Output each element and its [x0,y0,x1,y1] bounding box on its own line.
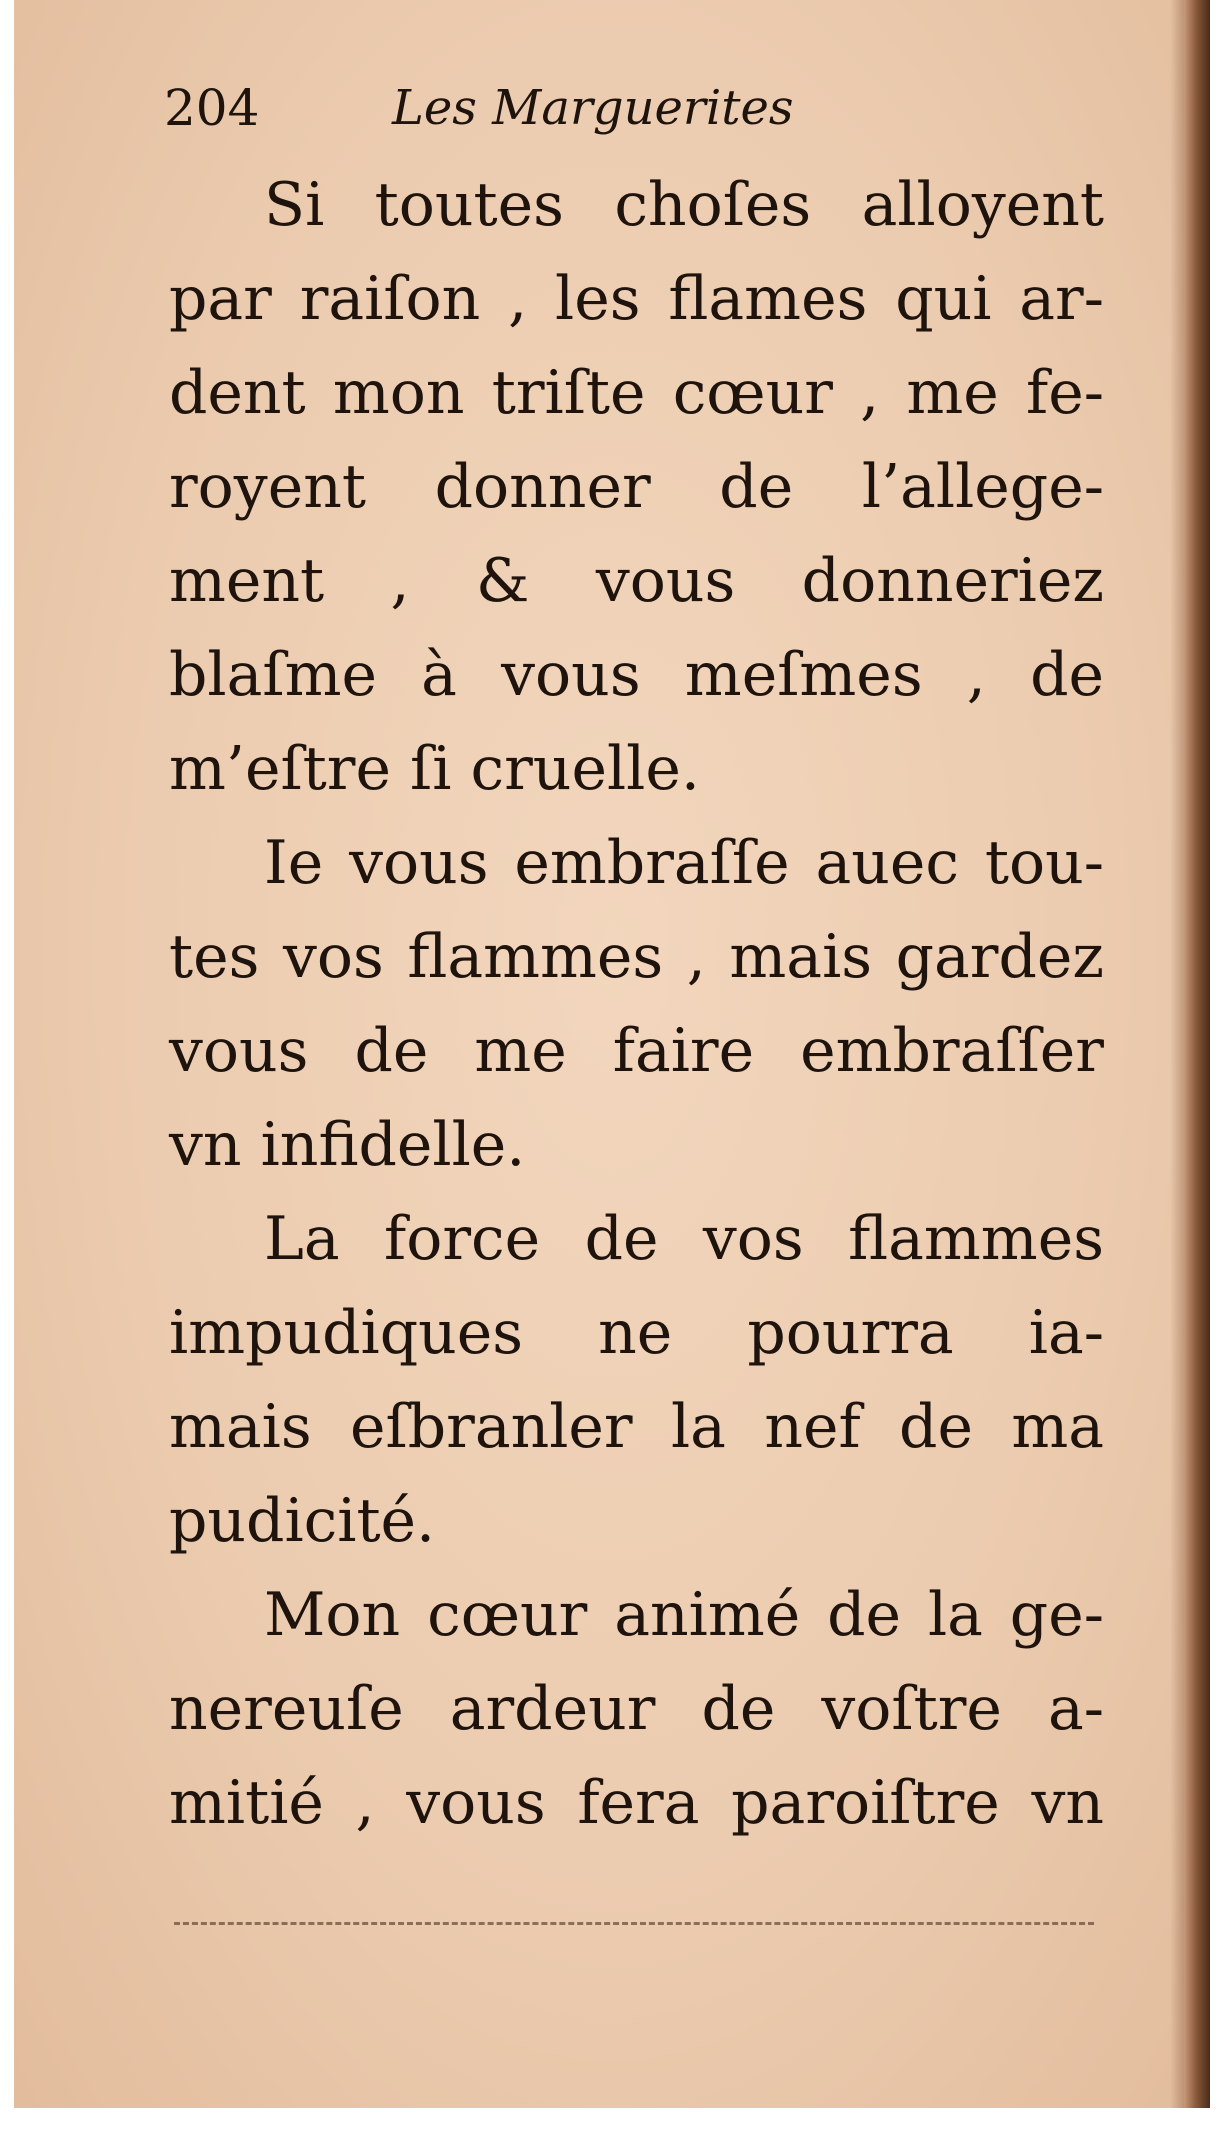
text-line: La force de vos flammes [264,1204,1104,1274]
text-line: par raiſon , les flames qui ar- [169,264,1104,334]
text-line: Si toutes choſes alloyent [264,170,1104,240]
text-line: ment , & vous donneriez [169,546,1104,616]
body-text [169,158,1104,1850]
text-line: royent donner de l’allege- [169,452,1104,522]
text-line: blaſme à vous meſmes , de [169,640,1104,710]
book-page [14,0,1210,2120]
text-line: vn infidelle. [169,1110,526,1180]
book-spine [1184,0,1210,2120]
text-line: pudicité. [169,1486,436,1556]
text-line: dent mon triſte cœur , me fe- [169,358,1104,428]
text-line: nereuſe ardeur de voſtre a- [169,1674,1104,1744]
text-line: vous de me faire embraſſer [169,1016,1104,1086]
page-header [164,68,1064,148]
scan-border [14,2108,1210,2120]
text-line: tes vos flammes , mais gardez [169,922,1104,992]
text-line: impudiques ne pourra ia- [169,1298,1104,1368]
text-line: Ie vous embraſſe auec tou- [264,828,1104,898]
text-line: mitié , vous fera paroiſtre vn [169,1768,1104,1838]
text-line: m’eſtre ſi cruelle. [169,734,700,804]
catchword-rule [174,1922,1094,1925]
page-number: 204 [164,79,260,137]
text-line: mais eſbranler la nef de ma [169,1392,1104,1462]
text-line: Mon cœur animé de la ge- [264,1580,1104,1650]
page-gutter-shadow [1170,0,1184,2120]
running-title: Les Marguerites [392,80,794,136]
